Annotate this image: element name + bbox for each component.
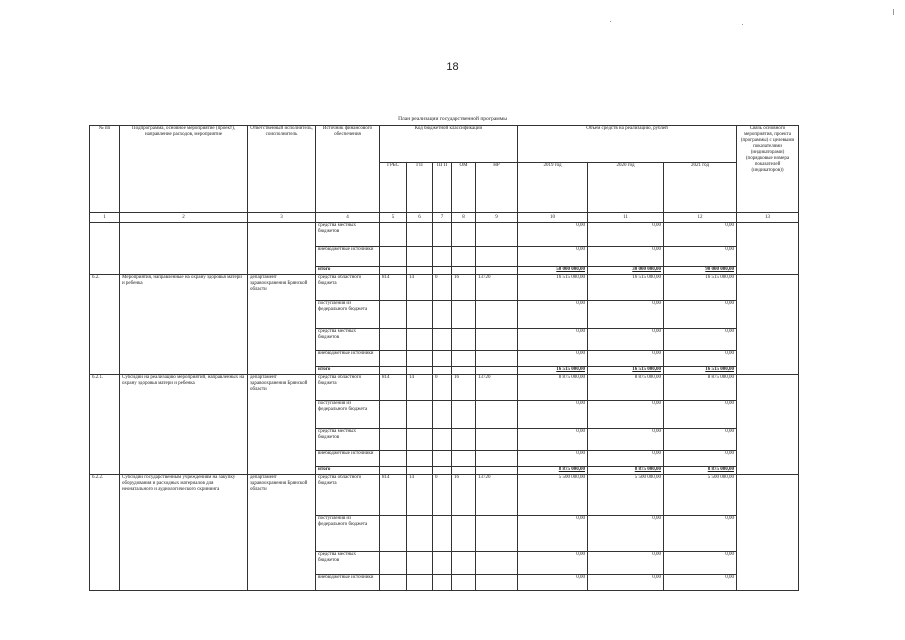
cell-value-2020: 0,00 [588, 223, 664, 247]
header-row-1 [90, 126, 799, 163]
cell-value-2019: 0,00 [518, 575, 588, 591]
cell-executor: департамент здравоохранения Брянской области [248, 475, 316, 591]
cell-gp [407, 401, 433, 429]
cell-gp [407, 429, 433, 451]
cell-pgp [433, 351, 452, 367]
cell-value-2020: 0,00 [588, 451, 664, 467]
column-number: 12 [664, 213, 737, 223]
cell-grbs [380, 429, 407, 451]
cell-grbs [380, 451, 407, 467]
cell-name [120, 223, 248, 275]
cell-pgp [433, 552, 452, 575]
cell-source: поступления из федерального бюджета [316, 516, 380, 552]
col-header-pgp: ПГП [433, 163, 452, 213]
cell-grbs [380, 351, 407, 367]
col-header-code-group: Код бюджетной классификации [380, 126, 518, 163]
column-number: 13 [737, 213, 799, 223]
cell-value-2019: 0,00 [518, 223, 588, 247]
cell-value-2021: 0,00 [664, 429, 737, 451]
cell-executor: департамент здравоохранения Брянской области [248, 375, 316, 475]
cell-total-2019: 8 875 000,00 [518, 467, 588, 475]
cell-value-2021: 0,00 [664, 329, 737, 351]
cell-source: средства местных бюджетов [316, 429, 380, 451]
cell-source: средства местных бюджетов [316, 552, 380, 575]
cell-grbs [380, 301, 407, 329]
table-row [90, 275, 799, 301]
column-number: 8 [452, 213, 476, 223]
cell-pgp: 0 [433, 275, 452, 301]
cell-name: Мероприятия, направленные на охрану здоровья матери и ребенка [120, 275, 248, 375]
column-number-row [90, 213, 799, 223]
document-title: План реализации государственной программы [398, 116, 507, 122]
cell-om: 16 [452, 275, 476, 301]
cell-pgp [433, 301, 452, 329]
cell-value-2020: 0,00 [588, 247, 664, 267]
column-number: 3 [248, 213, 316, 223]
cell-total-2021: 90 000 000,00 [664, 267, 737, 275]
cell-value-2019: 16 515 000,00 [518, 275, 588, 301]
cell-source: средства местных бюджетов [316, 223, 380, 247]
cell-value-2021: 0,00 [664, 247, 737, 267]
cell-pgp [433, 575, 452, 591]
cell-link [737, 223, 799, 275]
cell-value-2019: 0,00 [518, 247, 588, 267]
cell-value-2020: 0,00 [588, 401, 664, 429]
cell-source: средства областного бюджета [316, 375, 380, 401]
table-row [90, 223, 799, 247]
cell-executor: департамент здравоохранения Брянской области [248, 275, 316, 375]
cell-source: внебюджетные источники [316, 451, 380, 467]
cell-nr [476, 351, 518, 367]
cell-no [90, 223, 120, 275]
cell-om: 16 [452, 475, 476, 516]
cell-executor [248, 223, 316, 275]
cell-value-2021: 5 500 000,00 [664, 475, 737, 516]
column-number: 9 [476, 213, 518, 223]
scan-mark [893, 9, 894, 15]
cell-om: 16 [452, 375, 476, 401]
col-header-subprogram: Подпрограмма, основное мероприятие (проект), направление расходов, мероприятие [120, 126, 248, 213]
cell-value-2019: 5 500 000,00 [518, 475, 588, 516]
cell-nr [476, 516, 518, 552]
cell-grbs [380, 329, 407, 351]
cell-source-total: итого [316, 367, 380, 375]
cell-gp [407, 552, 433, 575]
cell-total-2021: 8 875 000,00 [664, 467, 737, 475]
col-header-2021: 2021 год [664, 163, 737, 213]
cell-nr [476, 429, 518, 451]
column-number: 10 [518, 213, 588, 223]
cell-value-2021: 0,00 [664, 401, 737, 429]
cell-gp [407, 301, 433, 329]
col-header-executor: Ответственный исполнитель, соисполнитель [248, 126, 316, 213]
cell-value-2021: 0,00 [664, 223, 737, 247]
budget-plan-table [89, 125, 799, 591]
cell-gp [407, 329, 433, 351]
cell-source: внебюджетные источники [316, 351, 380, 367]
cell-gp: 14 [407, 475, 433, 516]
cell-pgp [433, 329, 452, 351]
cell-source: средства местных бюджетов [316, 329, 380, 351]
cell-grbs: 814 [380, 275, 407, 301]
cell-source-total: итого [316, 267, 380, 275]
col-header-2020: 2020 год [588, 163, 664, 213]
cell-value-2020: 0,00 [588, 429, 664, 451]
cell-om [452, 575, 476, 591]
cell-pgp [433, 451, 452, 467]
cell-value-2021: 0,00 [664, 516, 737, 552]
cell-value-2021: 0,00 [664, 351, 737, 367]
cell-om [452, 401, 476, 429]
cell-total-2021: 16 515 000,00 [664, 367, 737, 375]
cell-gp [407, 351, 433, 367]
col-header-om: ОМ [452, 163, 476, 213]
cell-grbs [380, 552, 407, 575]
cell-source: внебюджетные источники [316, 575, 380, 591]
cell-value-2019: 8 875 000,00 [518, 375, 588, 401]
cell-source-total: итого [316, 467, 380, 475]
cell-value-2021: 0,00 [664, 575, 737, 591]
cell-value-2020: 0,00 [588, 516, 664, 552]
cell-pgp [433, 516, 452, 552]
cell-value-2021: 0,00 [664, 552, 737, 575]
cell-value-2020: 8 875 000,00 [588, 375, 664, 401]
cell-nr [476, 451, 518, 467]
col-header-gp: ГП [407, 163, 433, 213]
col-header-2019: 2019 год [518, 163, 588, 213]
cell-total-2020: 16 515 000,00 [588, 367, 664, 375]
cell-nr [476, 329, 518, 351]
cell-value-2020: 5 500 000,00 [588, 475, 664, 516]
cell-pgp: 0 [433, 475, 452, 516]
cell-grbs: 814 [380, 475, 407, 516]
col-header-volume-group: Объем средств на реализацию, рублей [518, 126, 737, 163]
cell-link [737, 375, 799, 475]
cell-grbs: 814 [380, 375, 407, 401]
column-number: 5 [380, 213, 407, 223]
cell-om [452, 351, 476, 367]
cell-om [452, 301, 476, 329]
cell-value-2019: 0,00 [518, 401, 588, 429]
page-number: 18 [446, 61, 459, 73]
cell-no: 6.2.1. [90, 375, 120, 475]
cell-link [737, 275, 799, 375]
cell-nr [476, 401, 518, 429]
cell-pgp [433, 429, 452, 451]
scan-speck [610, 21, 611, 22]
column-number: 6 [407, 213, 433, 223]
cell-gp [407, 575, 433, 591]
cell-om [452, 516, 476, 552]
cell-pgp [433, 401, 452, 429]
col-header-source: Источник финансового обеспечения [316, 126, 380, 213]
table-row [90, 475, 799, 516]
column-number: 11 [588, 213, 664, 223]
cell-value-2019: 0,00 [518, 329, 588, 351]
cell-gp: 14 [407, 375, 433, 401]
cell-om [452, 552, 476, 575]
cell-value-2019: 0,00 [518, 351, 588, 367]
cell-value-2019: 0,00 [518, 429, 588, 451]
col-header-no: № пп [90, 126, 120, 213]
cell-value-2019: 0,00 [518, 552, 588, 575]
cell-total-2019: 16 515 000,00 [518, 367, 588, 375]
cell-source: поступления из федерального бюджета [316, 401, 380, 429]
cell-gp [407, 516, 433, 552]
cell-nr: 13720 [476, 475, 518, 516]
cell-grbs [380, 516, 407, 552]
cell-source: средства областного бюджета [316, 475, 380, 516]
cell-value-2021: 0,00 [664, 451, 737, 467]
column-number: 4 [316, 213, 380, 223]
cell-no: 6.2. [90, 275, 120, 375]
scan-speck [742, 24, 743, 25]
cell-gp [407, 451, 433, 467]
cell-value-2020: 0,00 [588, 301, 664, 329]
cell-value-2021: 0,00 [664, 301, 737, 329]
cell-value-2020: 0,00 [588, 351, 664, 367]
cell-link [737, 475, 799, 591]
col-header-link: Связь основного мероприятия, проекта (программы) с целевыми показателями (индикаторами) (порядковые номера показателей (индикаторов)) [737, 126, 799, 213]
col-header-nr: НР [476, 163, 518, 213]
cell-nr [476, 552, 518, 575]
column-number: 7 [433, 213, 452, 223]
cell-grbs [380, 401, 407, 429]
cell-source: средства областного бюджета [316, 275, 380, 301]
cell-value-2020: 0,00 [588, 552, 664, 575]
cell-value-2020: 0,00 [588, 575, 664, 591]
cell-nr [476, 575, 518, 591]
cell-name: Субсидии на реализацию мероприятий, направленных на охрану здоровья матери и ребенка [120, 375, 248, 475]
col-header-grbs: ГРБС [380, 163, 407, 213]
cell-total-2020: 8 875 000,00 [588, 467, 664, 475]
cell-value-2019: 0,00 [518, 301, 588, 329]
cell-no: 6.2.2. [90, 475, 120, 591]
column-number: 1 [90, 213, 120, 223]
column-number: 2 [120, 213, 248, 223]
cell-name: Субсидии государственным учреждениям на закупку оборудования и расходных материалов для неонатального и аудиологического скрининга [120, 475, 248, 591]
table-row [90, 375, 799, 401]
cell-om [452, 451, 476, 467]
cell-value-2021: 8 875 000,00 [664, 375, 737, 401]
cell-pgp: 0 [433, 375, 452, 401]
cell-nr: 13720 [476, 375, 518, 401]
cell-source: поступления из федерального бюджета [316, 301, 380, 329]
cell-source: внебюджетные источники [316, 247, 380, 267]
cell-gp: 14 [407, 275, 433, 301]
cell-nr [476, 301, 518, 329]
cell-grbs [380, 575, 407, 591]
cell-nr: 13720 [476, 275, 518, 301]
cell-total-2020: 30 000 000,00 [588, 267, 664, 275]
cell-value-2020: 0,00 [588, 329, 664, 351]
cell-total-2019: 50 000 000,00 [518, 267, 588, 275]
cell-value-2020: 16 515 000,00 [588, 275, 664, 301]
cell-value-2019: 0,00 [518, 516, 588, 552]
cell-value-2021: 16 515 000,00 [664, 275, 737, 301]
cell-om [452, 329, 476, 351]
cell-value-2019: 0,00 [518, 451, 588, 467]
cell-om [452, 429, 476, 451]
